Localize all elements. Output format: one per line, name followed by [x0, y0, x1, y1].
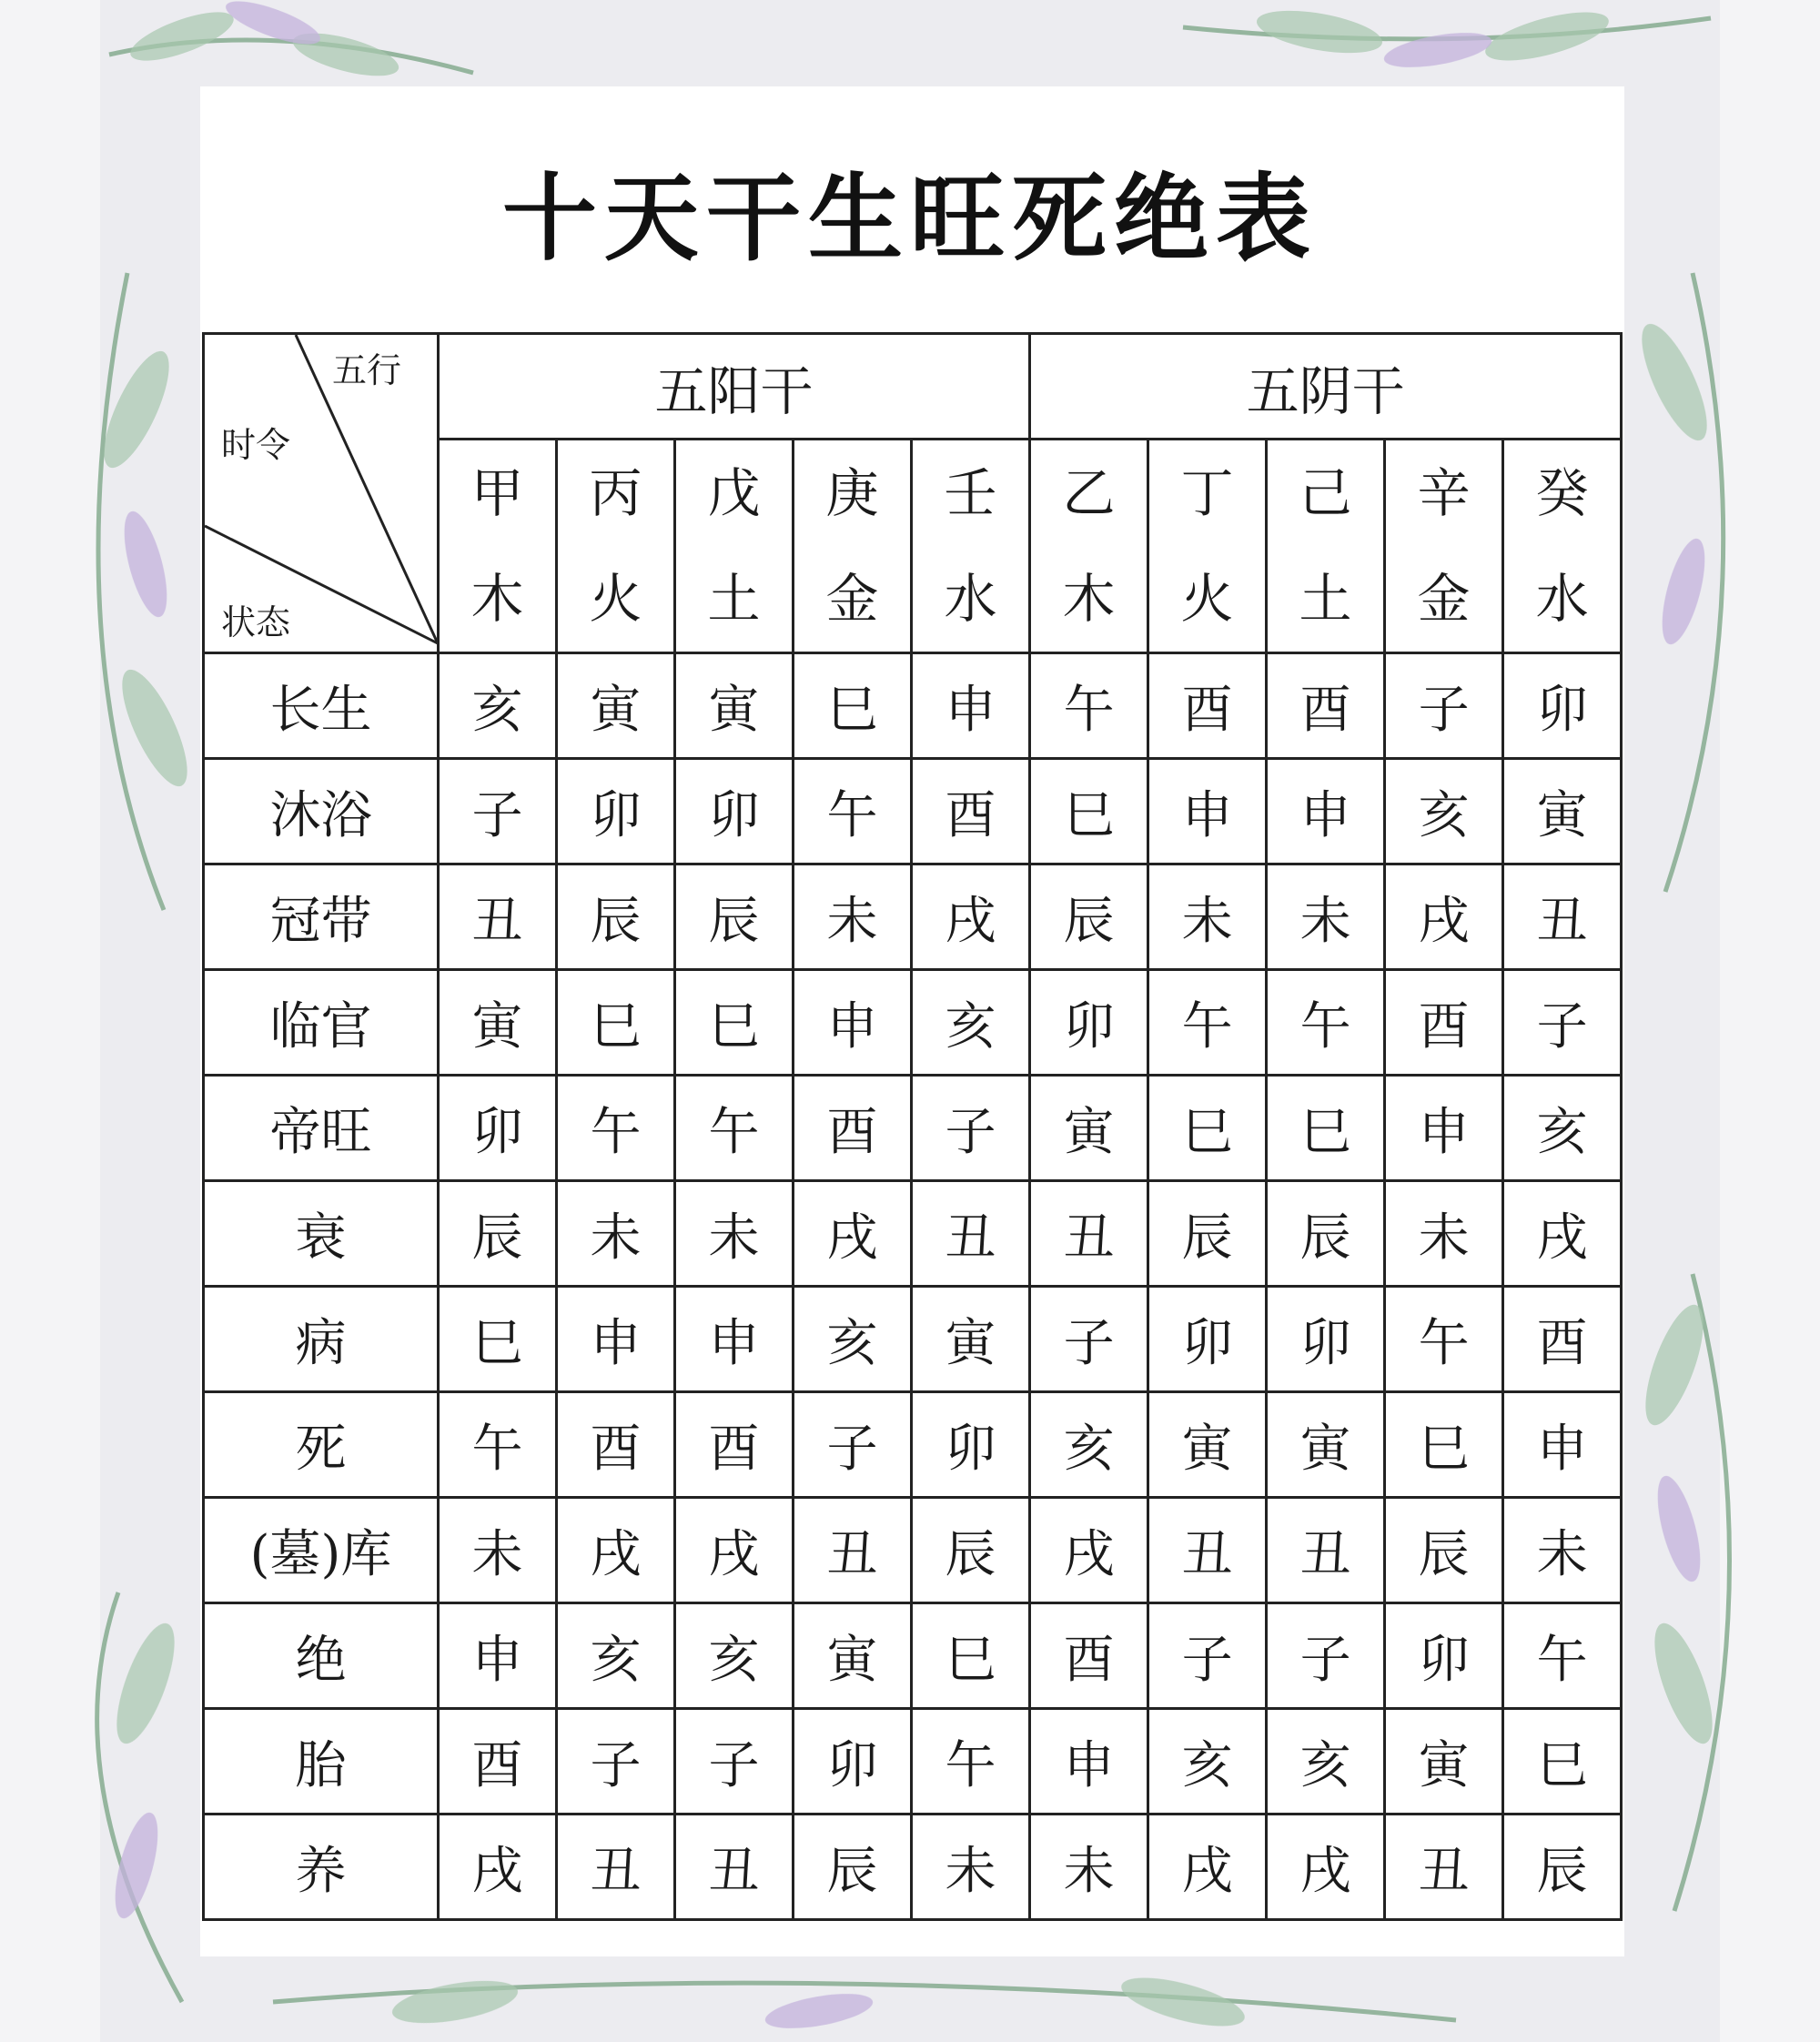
branch-cell: 亥: [912, 970, 1030, 1076]
state-label: 帝旺: [204, 1076, 439, 1181]
branch-cell: 子: [794, 1392, 912, 1498]
branch-cell: 戌: [1385, 864, 1503, 970]
branch-cell: 子: [1267, 1603, 1385, 1709]
state-label: 长生: [204, 653, 439, 759]
branch-cell: 申: [1030, 1709, 1148, 1815]
branch-cell: 亥: [1503, 1076, 1622, 1181]
branch-cell: 酉: [557, 1392, 675, 1498]
state-rows: [204, 653, 1622, 1920]
branch-cell: 亥: [557, 1603, 675, 1709]
element-label: 水: [944, 568, 997, 630]
table-row: [204, 759, 1622, 864]
branch-cell: 寅: [794, 1603, 912, 1709]
corner-bottom-label: 状态: [221, 602, 291, 642]
element-label: 土: [1299, 568, 1352, 630]
branch-cell: 申: [794, 970, 912, 1076]
element-label: 水: [1535, 568, 1589, 630]
table-row: [204, 1498, 1622, 1603]
branch-cell: 戌: [794, 1181, 912, 1287]
stem-label: 丁: [1180, 462, 1234, 524]
branch-cell: 子: [439, 759, 557, 864]
branch-cell: 申: [1148, 759, 1267, 864]
branch-cell: 子: [912, 1076, 1030, 1181]
branch-cell: 辰: [1030, 864, 1148, 970]
corner-header: [204, 334, 439, 653]
stem-label: 戊: [707, 462, 761, 524]
state-label: 胎: [204, 1709, 439, 1815]
branch-cell: 午: [912, 1709, 1030, 1815]
branch-cell: 申: [912, 653, 1030, 759]
branch-cell: 未: [557, 1181, 675, 1287]
stem-header: [1148, 440, 1267, 653]
state-label: 冠带: [204, 864, 439, 970]
branch-cell: 卯: [794, 1709, 912, 1815]
branch-cell: 午: [1030, 653, 1148, 759]
stem-label: 辛: [1417, 462, 1471, 524]
stem-header: [557, 440, 675, 653]
table-row: [204, 1181, 1622, 1287]
branch-cell: 未: [1267, 864, 1385, 970]
branch-cell: 巳: [912, 1603, 1030, 1709]
table-row: [204, 1076, 1622, 1181]
branch-cell: 丑: [557, 1815, 675, 1920]
branch-cell: 辰: [1267, 1181, 1385, 1287]
branch-cell: 子: [1030, 1287, 1148, 1392]
branch-cell: 亥: [1148, 1709, 1267, 1815]
branch-cell: 未: [1503, 1498, 1622, 1603]
stem-label: 庚: [825, 462, 879, 524]
table-row: [204, 864, 1622, 970]
branch-cell: 亥: [1030, 1392, 1148, 1498]
branch-cell: 寅: [912, 1287, 1030, 1392]
branch-cell: 未: [1030, 1815, 1148, 1920]
branch-cell: 子: [675, 1709, 794, 1815]
stem-header: [1267, 440, 1385, 653]
stem-label: 己: [1299, 462, 1352, 524]
branch-cell: 午: [1503, 1603, 1622, 1709]
branch-cell: 寅: [557, 653, 675, 759]
branch-cell: 寅: [1503, 759, 1622, 864]
branch-cell: 未: [439, 1498, 557, 1603]
element-label: 木: [1062, 568, 1116, 630]
branch-cell: 辰: [675, 864, 794, 970]
state-label: (墓)库: [204, 1498, 439, 1603]
branch-cell: 申: [557, 1287, 675, 1392]
element-label: 火: [1180, 568, 1234, 630]
branch-cell: 卯: [1503, 653, 1622, 759]
branch-cell: 辰: [1385, 1498, 1503, 1603]
table-row: [204, 1392, 1622, 1498]
branch-cell: 辰: [557, 864, 675, 970]
stem-header: [1030, 440, 1148, 653]
element-label: 金: [1417, 568, 1471, 630]
stem-header: [1503, 440, 1622, 653]
branch-cell: 卯: [912, 1392, 1030, 1498]
branch-cell: 巳: [794, 653, 912, 759]
branch-cell: 酉: [439, 1709, 557, 1815]
branch-cell: 午: [557, 1076, 675, 1181]
table-row: [204, 970, 1622, 1076]
branch-cell: 亥: [794, 1287, 912, 1392]
branch-cell: 午: [794, 759, 912, 864]
branch-cell: 戌: [439, 1815, 557, 1920]
branch-cell: 酉: [675, 1392, 794, 1498]
stem-header: [912, 440, 1030, 653]
stem-header: [794, 440, 912, 653]
state-label: 临官: [204, 970, 439, 1076]
branch-cell: 戌: [912, 864, 1030, 970]
stem-label: 癸: [1535, 462, 1589, 524]
branch-cell: 戌: [1267, 1815, 1385, 1920]
state-label: 衰: [204, 1181, 439, 1287]
stem-label: 壬: [944, 462, 997, 524]
stem-header: [439, 440, 557, 653]
branch-cell: 寅: [1385, 1709, 1503, 1815]
branch-cell: 巳: [1503, 1709, 1622, 1815]
branch-cell: 丑: [1030, 1181, 1148, 1287]
branch-cell: 戌: [675, 1498, 794, 1603]
branch-cell: 未: [1385, 1181, 1503, 1287]
branch-cell: 戌: [557, 1498, 675, 1603]
branch-cell: 亥: [1385, 759, 1503, 864]
group-header-yang: 五阳干: [439, 334, 1030, 440]
branch-cell: 寅: [675, 653, 794, 759]
branch-cell: 申: [439, 1603, 557, 1709]
branch-cell: 申: [1503, 1392, 1622, 1498]
branch-cell: 辰: [794, 1815, 912, 1920]
branch-cell: 丑: [794, 1498, 912, 1603]
element-label: 木: [470, 568, 524, 630]
branch-cell: 丑: [1267, 1498, 1385, 1603]
branch-cell: 未: [1148, 864, 1267, 970]
branch-cell: 酉: [794, 1076, 912, 1181]
branch-cell: 戌: [1503, 1181, 1622, 1287]
branch-cell: 寅: [1030, 1076, 1148, 1181]
state-label: 养: [204, 1815, 439, 1920]
branch-cell: 午: [439, 1392, 557, 1498]
branch-cell: 未: [794, 864, 912, 970]
branch-cell: 申: [1267, 759, 1385, 864]
state-label: 死: [204, 1392, 439, 1498]
stems-state-table: [202, 332, 1623, 1921]
branch-cell: 午: [1385, 1287, 1503, 1392]
stem-header: [675, 440, 794, 653]
stem-header: [1385, 440, 1503, 653]
branch-cell: 午: [1148, 970, 1267, 1076]
branch-cell: 戌: [1030, 1498, 1148, 1603]
element-label: 金: [825, 568, 879, 630]
branch-cell: 丑: [675, 1815, 794, 1920]
branch-cell: 子: [1148, 1603, 1267, 1709]
table-row: [204, 1709, 1622, 1815]
branch-cell: 未: [912, 1815, 1030, 1920]
branch-cell: 丑: [1503, 864, 1622, 970]
element-label: 土: [707, 568, 761, 630]
branch-cell: 巳: [439, 1287, 557, 1392]
branch-cell: 戌: [1148, 1815, 1267, 1920]
branch-cell: 酉: [1503, 1287, 1622, 1392]
branch-cell: 午: [675, 1076, 794, 1181]
branch-cell: 亥: [1267, 1709, 1385, 1815]
branch-cell: 酉: [1148, 653, 1267, 759]
stem-label: 乙: [1062, 462, 1116, 524]
branch-cell: 巳: [1030, 759, 1148, 864]
stem-label: 丙: [589, 462, 642, 524]
branch-cell: 丑: [439, 864, 557, 970]
branch-cell: 酉: [1385, 970, 1503, 1076]
branch-cell: 子: [557, 1709, 675, 1815]
state-label: 病: [204, 1287, 439, 1392]
branch-cell: 巳: [1385, 1392, 1503, 1498]
branch-cell: 酉: [1267, 653, 1385, 759]
branch-cell: 卯: [439, 1076, 557, 1181]
branch-cell: 巳: [1267, 1076, 1385, 1181]
branch-cell: 亥: [439, 653, 557, 759]
table-row: [204, 1603, 1622, 1709]
branch-cell: 卯: [1030, 970, 1148, 1076]
branch-cell: 卯: [1148, 1287, 1267, 1392]
state-label: 沐浴: [204, 759, 439, 864]
branch-cell: 巳: [1148, 1076, 1267, 1181]
branch-cell: 酉: [912, 759, 1030, 864]
stem-label: 甲: [470, 462, 524, 524]
group-header-yin: 五阴干: [1030, 334, 1622, 440]
branch-cell: 子: [1385, 653, 1503, 759]
branch-cell: 辰: [1148, 1181, 1267, 1287]
branch-cell: 酉: [1030, 1603, 1148, 1709]
branch-cell: 未: [675, 1181, 794, 1287]
branch-cell: 丑: [1385, 1815, 1503, 1920]
branch-cell: 辰: [439, 1181, 557, 1287]
branch-cell: 亥: [675, 1603, 794, 1709]
branch-cell: 子: [1503, 970, 1622, 1076]
table-row: [204, 1815, 1622, 1920]
branch-cell: 午: [1267, 970, 1385, 1076]
branch-cell: 寅: [439, 970, 557, 1076]
branch-cell: 卯: [675, 759, 794, 864]
branch-cell: 丑: [912, 1181, 1030, 1287]
table-row: [204, 653, 1622, 759]
branch-cell: 巳: [675, 970, 794, 1076]
branch-cell: 申: [675, 1287, 794, 1392]
element-label: 火: [589, 568, 642, 630]
corner-left-label: 时令: [221, 425, 291, 465]
group-header-row: [204, 334, 1622, 440]
branch-cell: 卯: [1385, 1603, 1503, 1709]
branch-cell: 辰: [1503, 1815, 1622, 1920]
branch-cell: 丑: [1148, 1498, 1267, 1603]
branch-cell: 辰: [912, 1498, 1030, 1603]
corner-top-label: 五行: [332, 350, 402, 390]
branch-cell: 寅: [1148, 1392, 1267, 1498]
branch-cell: 卯: [1267, 1287, 1385, 1392]
table-row: [204, 1287, 1622, 1392]
branch-cell: 申: [1385, 1076, 1503, 1181]
branch-cell: 寅: [1267, 1392, 1385, 1498]
branch-cell: 卯: [557, 759, 675, 864]
branch-cell: 巳: [557, 970, 675, 1076]
state-label: 绝: [204, 1603, 439, 1709]
page-title: 十天干生旺死绝表: [501, 163, 1318, 274]
